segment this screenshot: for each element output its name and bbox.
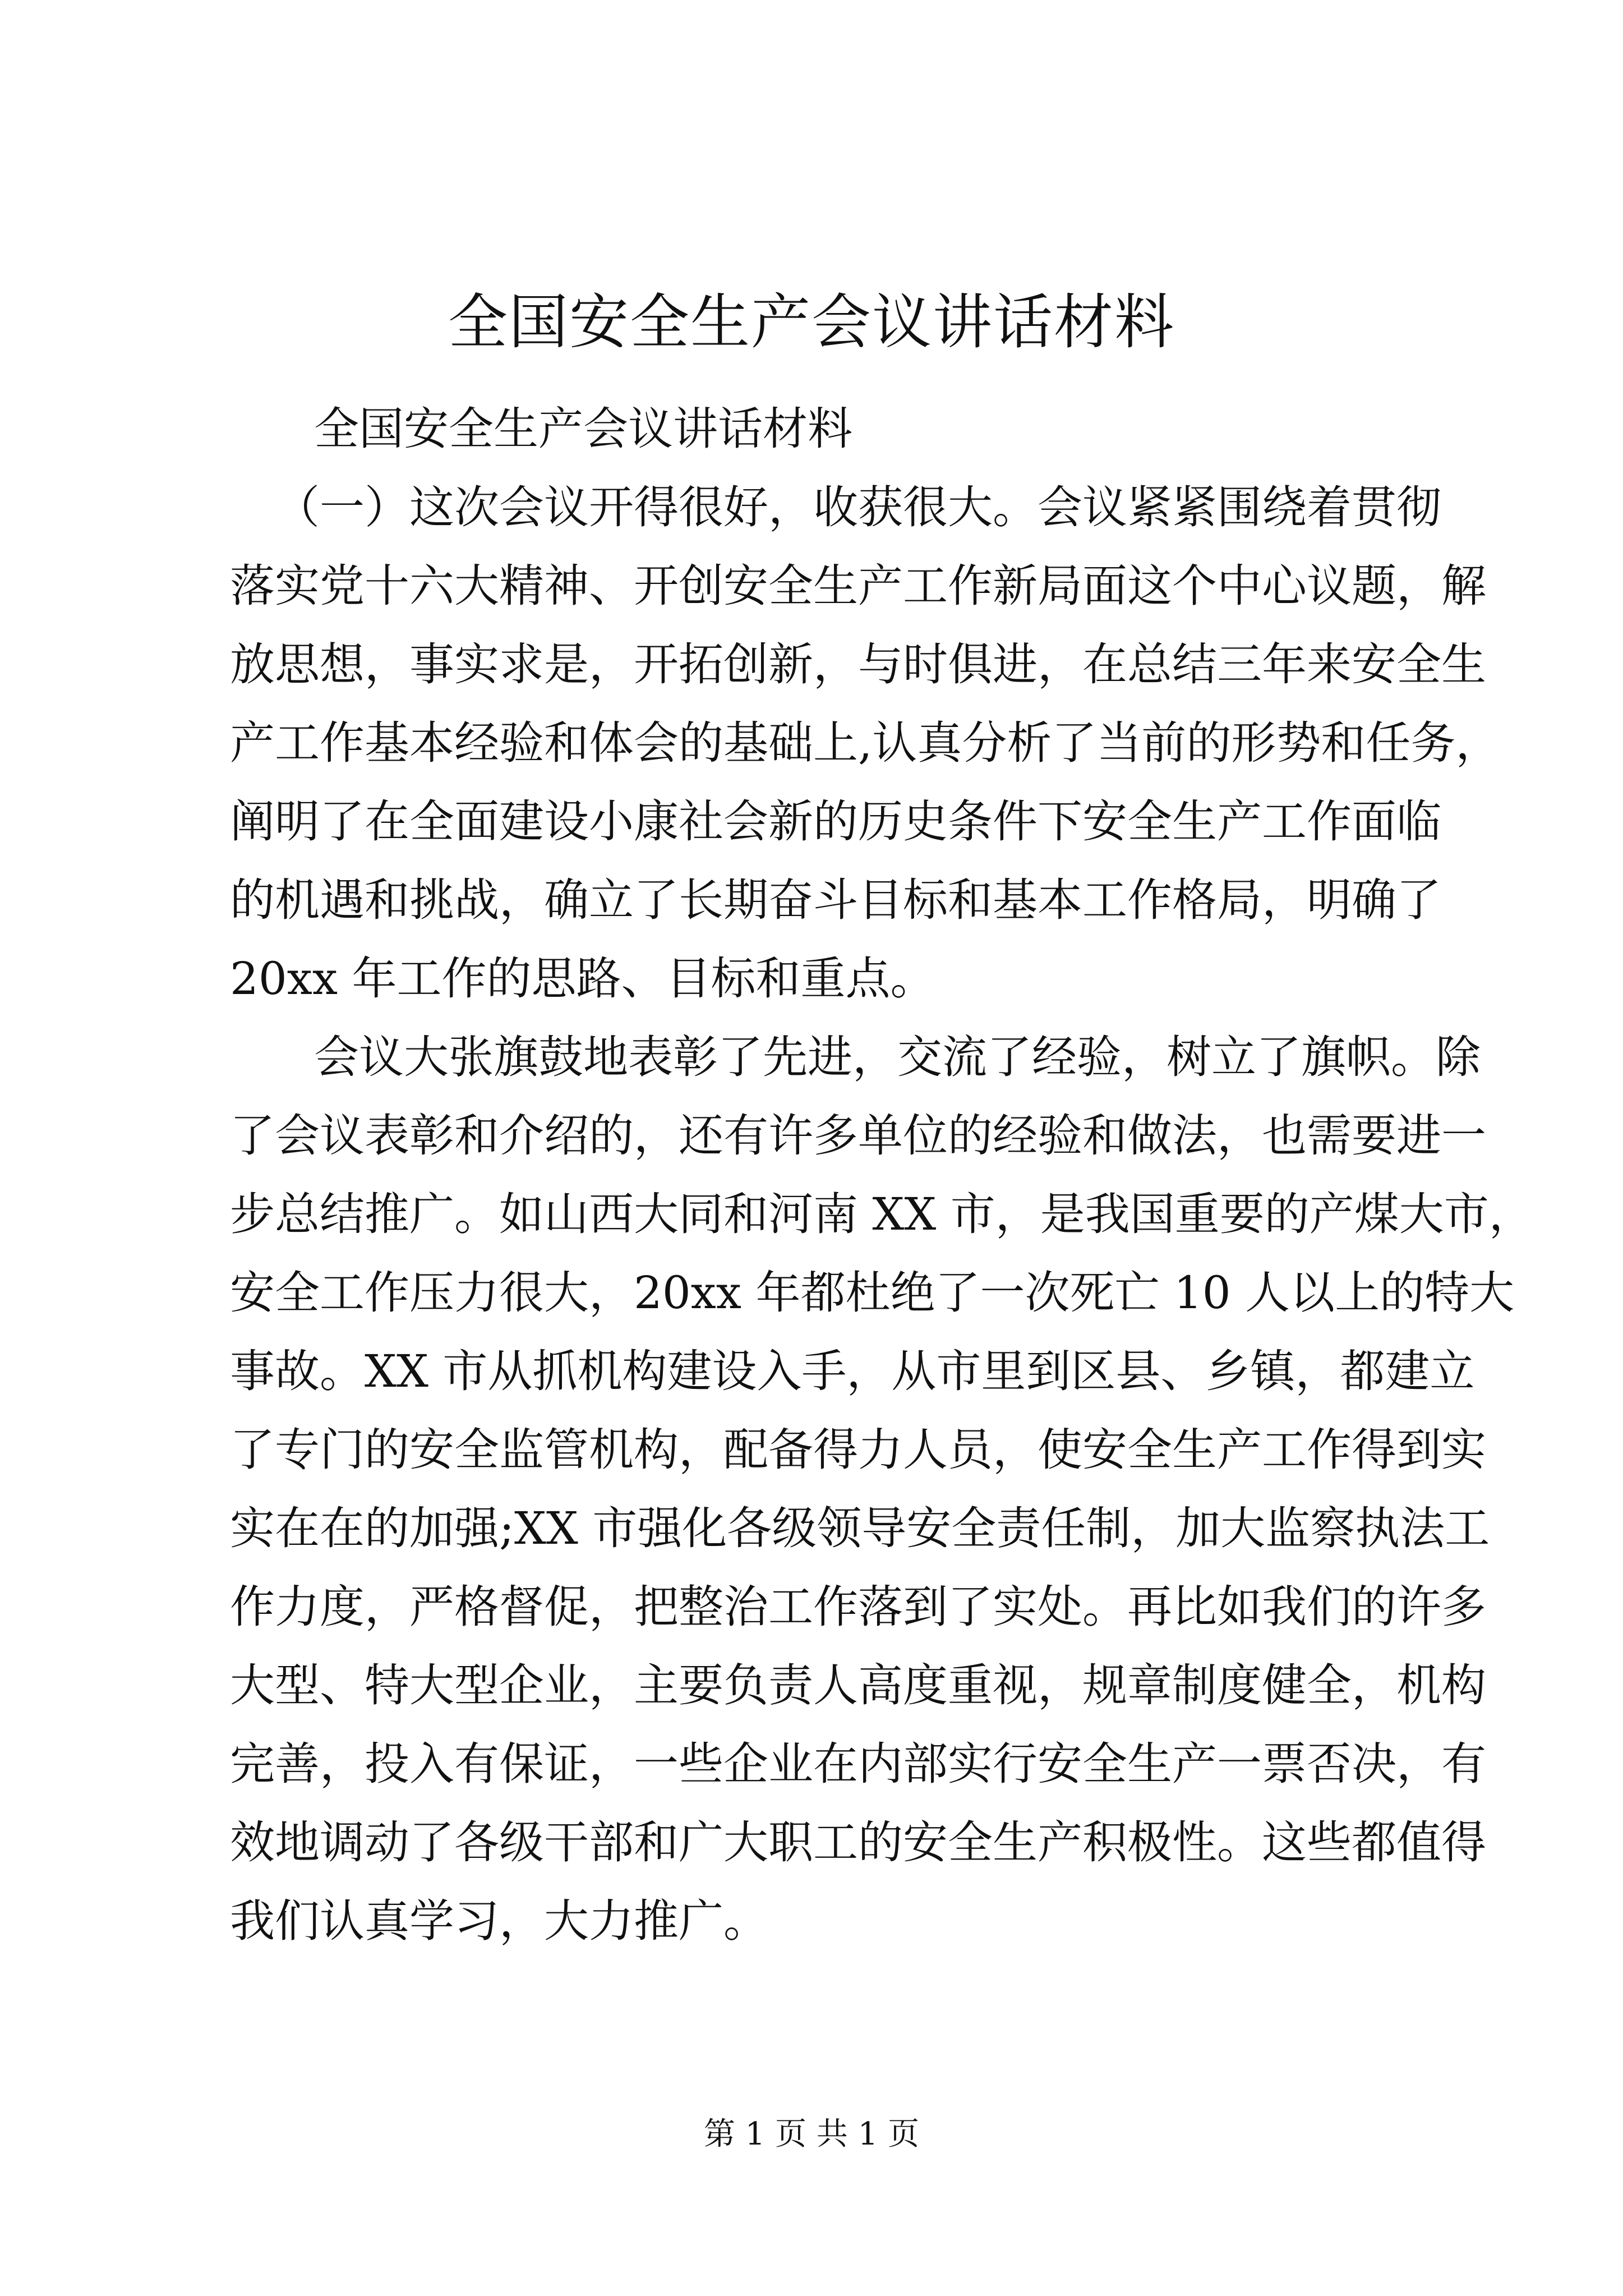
paragraph-2 (230, 1018, 1534, 1961)
paragraph-line: 20xx 年工作的思路、目标和重点。 (230, 953, 935, 1005)
paragraph-line: 了专门的安全监管机构，配备得力人员，使安全生产工作得到实 (230, 1424, 1486, 1476)
document-body (230, 390, 1534, 1961)
paragraph-line: 的机遇和挑战，确立了长期奋斗目标和基本工作格局，明确了 (230, 874, 1441, 926)
paragraph-line: 安全工作压力很大，20xx 年都杜绝了一次死亡 10 人以上的特大 (230, 1267, 1515, 1319)
document-title: 全国安全生产会议讲话材料 (448, 288, 1175, 357)
paragraph-line: 会议大张旗鼓地表彰了先进，交流了经验，树立了旗帜。除 (314, 1031, 1481, 1083)
page-footer: 第 1 页 共 1 页 (703, 2116, 920, 2152)
paragraph-line: 了会议表彰和介绍的，还有许多单位的经验和做法，也需要进一 (230, 1110, 1486, 1162)
paragraph-line: 落实党十六大精神、开创安全生产工作新局面这个中心议题，解 (230, 560, 1486, 612)
paragraph-line: 实在在的加强;XX 市强化各级领导安全责任制，加大监察执法工 (230, 1502, 1490, 1554)
paragraph-line: 产工作基本经验和体会的基础上,认真分析了当前的形势和任务， (230, 717, 1501, 769)
paragraph-line: 步总结推广。如山西大同和河南 XX 市，是我国重要的产煤大市， (230, 1188, 1534, 1240)
paragraph-1 (230, 468, 1501, 1018)
paragraph-line: 作力度，严格督促，把整治工作落到了实处。再比如我们的许多 (230, 1581, 1486, 1633)
paragraph-line: 效地调动了各级干部和广大职工的安全生产积极性。这些都值得 (230, 1816, 1486, 1869)
paragraph-line: 阐明了在全面建设小康社会新的历史条件下安全生产工作面临 (230, 795, 1441, 848)
paragraph-line: 事故。XX 市从抓机构建设入手，从市里到区县、乡镇，都建立 (230, 1345, 1475, 1397)
paragraph-line: 完善，投入有保证，一些企业在内部实行安全生产一票否决，有 (230, 1738, 1486, 1790)
paragraph-line: 放思想，事实求是，开拓创新，与时俱进，在总结三年来安全生 (230, 638, 1486, 691)
paragraph-line: 我们认真学习，大力推广。 (230, 1895, 768, 1947)
subtitle-line: 全国安全生产会议讲话材料 (314, 403, 852, 455)
paragraph-line: 大型、特大型企业，主要负责人高度重视，规章制度健全，机构 (230, 1659, 1486, 1711)
paragraph-line: （一）这次会议开得很好，收获很大。会议紧紧围绕着贯彻 (275, 481, 1441, 533)
